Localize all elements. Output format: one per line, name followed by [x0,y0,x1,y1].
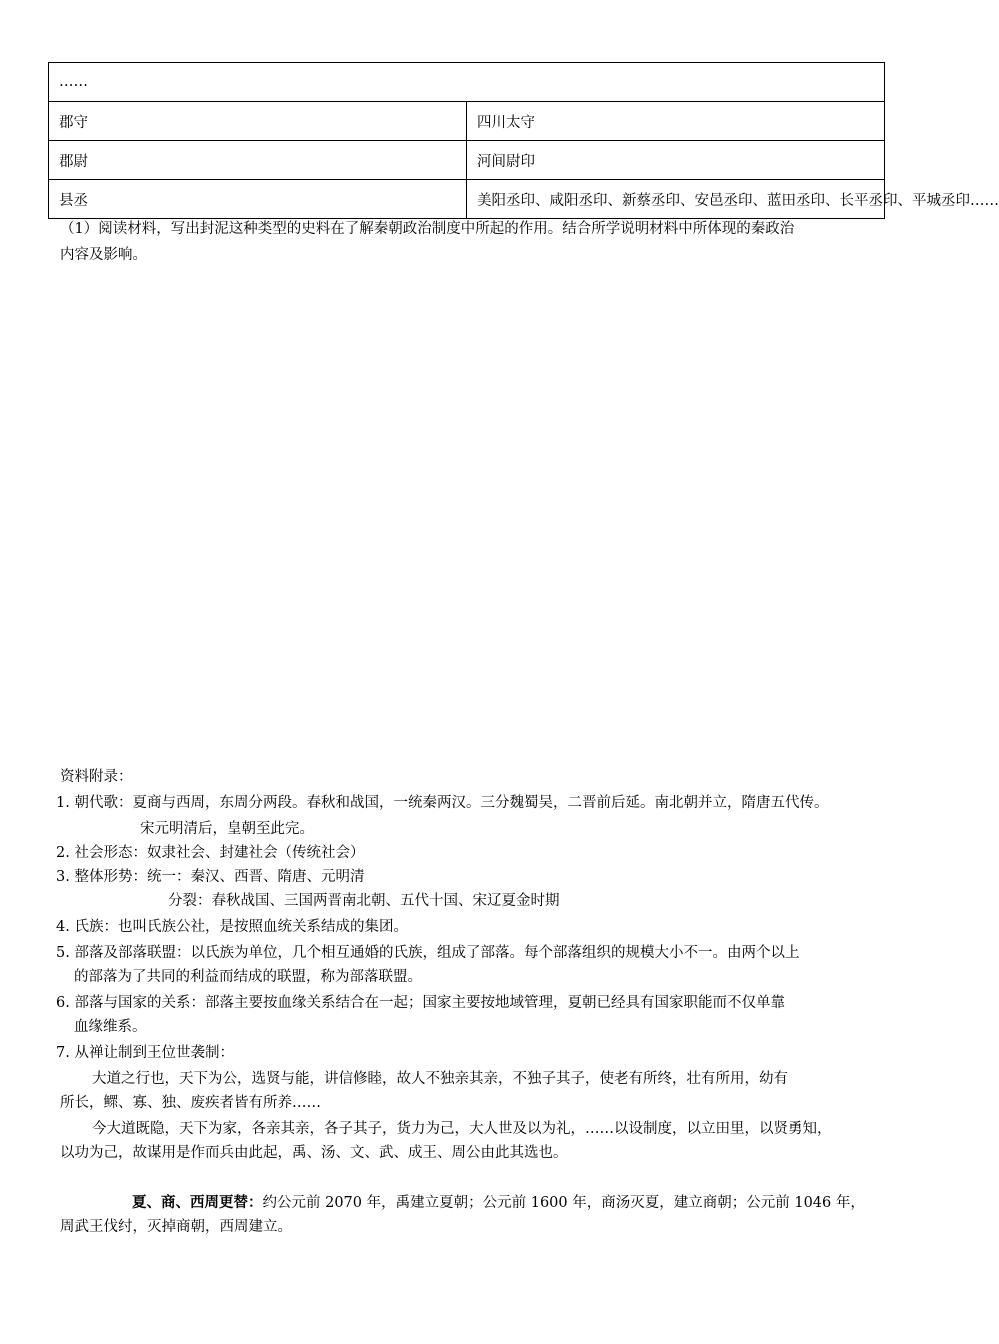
list-item: 5. 部落及部落联盟：以氏族为单位，几个相互通婚的氏族，组成了部落。每个部落组织的规模大小不一。由两个以上 [56,945,800,961]
seal-cell: 美阳丞印、咸阳丞印、新蔡丞印、安邑丞印、蓝田丞印、长平丞印、平城丞印…… [467,180,885,219]
question-line: 内容及影响。 [60,247,147,263]
table-header-row [49,63,885,102]
seal-table [48,62,999,219]
seal-cell: 四川太守 [467,102,885,141]
list-item-continuation: 宋元明清后，皇朝至此完。 [140,821,314,837]
list-item-continuation: 分裂：春秋战国、三国两晋南北朝、五代十国、宋辽夏金时期 [168,893,560,909]
summary-label: 夏、商、西周更替： [132,1194,263,1211]
list-item: 3. 整体形势：统一：秦汉、西晋、隋唐、元明清 [56,869,365,885]
table-row [49,102,885,141]
summary-line [132,1190,865,1216]
quote-line: 大道之行也，天下为公，选贤与能，讲信修睦，故人不独亲其亲，不独子其子，使老有所终，壮有所用，幼有 [92,1071,788,1087]
list-item: 6. 部落与国家的关系：部落主要按血缘关系结合在一起；国家主要按地域管理，夏朝已经具有国家职能而不仅单靠 [56,995,785,1011]
list-item: 7. 从禅让制到王位世袭制： [56,1045,234,1061]
quote-line: 今大道既隐，天下为家，各亲其亲，各子其子，货力为己，大人世及以为礼，……以设制度，以立田里，以贤勇知， [92,1121,832,1137]
list-item-continuation: 的部落为了共同的利益而结成的联盟，称为部落联盟。 [74,969,422,985]
list-item: 4. 氏族：也叫氏族公社，是按照血统关系结成的集团。 [56,919,408,935]
quote-line: 所长，鳏、寡、独、废疾者皆有所养…… [60,1095,321,1111]
office-cell: 县丞 [49,180,467,219]
table-ellipsis-cell: …… [49,63,885,102]
summary-line: 周武王伐纣，灭掉商朝，西周建立。 [60,1219,292,1235]
question-line: （1）阅读材料，写出封泥这种类型的史料在了解秦朝政治制度中所起的作用。结合所学说明材料中所体现的秦政治 [60,221,795,237]
office-cell: 郡守 [49,102,467,141]
summary-text: 约公元前 2070 年，禹建立夏朝；公元前 1600 年，商汤灭夏，建立商朝；公元前 1046 年， [262,1195,865,1211]
table-row [49,180,885,219]
appendix-title: 资料附录： [60,769,133,785]
seal-cell: 河间尉印 [467,141,885,180]
office-cell: 郡尉 [49,141,467,180]
quote-line: 以功为己，故谋用是作而兵由此起，禹、汤、文、武、成王、周公由此其选也。 [60,1145,568,1161]
list-item: 2. 社会形态：奴隶社会、封建社会（传统社会） [56,845,365,861]
question-block [60,216,898,268]
list-item-continuation: 血缘维系。 [74,1019,147,1035]
table-row [49,141,885,180]
list-item: 1. 朝代歌：夏商与西周，东周分两段。春秋和战国，一统秦两汉。三分魏蜀吴，二晋前后延。南北朝并立，隋唐五代传。 [56,795,829,811]
